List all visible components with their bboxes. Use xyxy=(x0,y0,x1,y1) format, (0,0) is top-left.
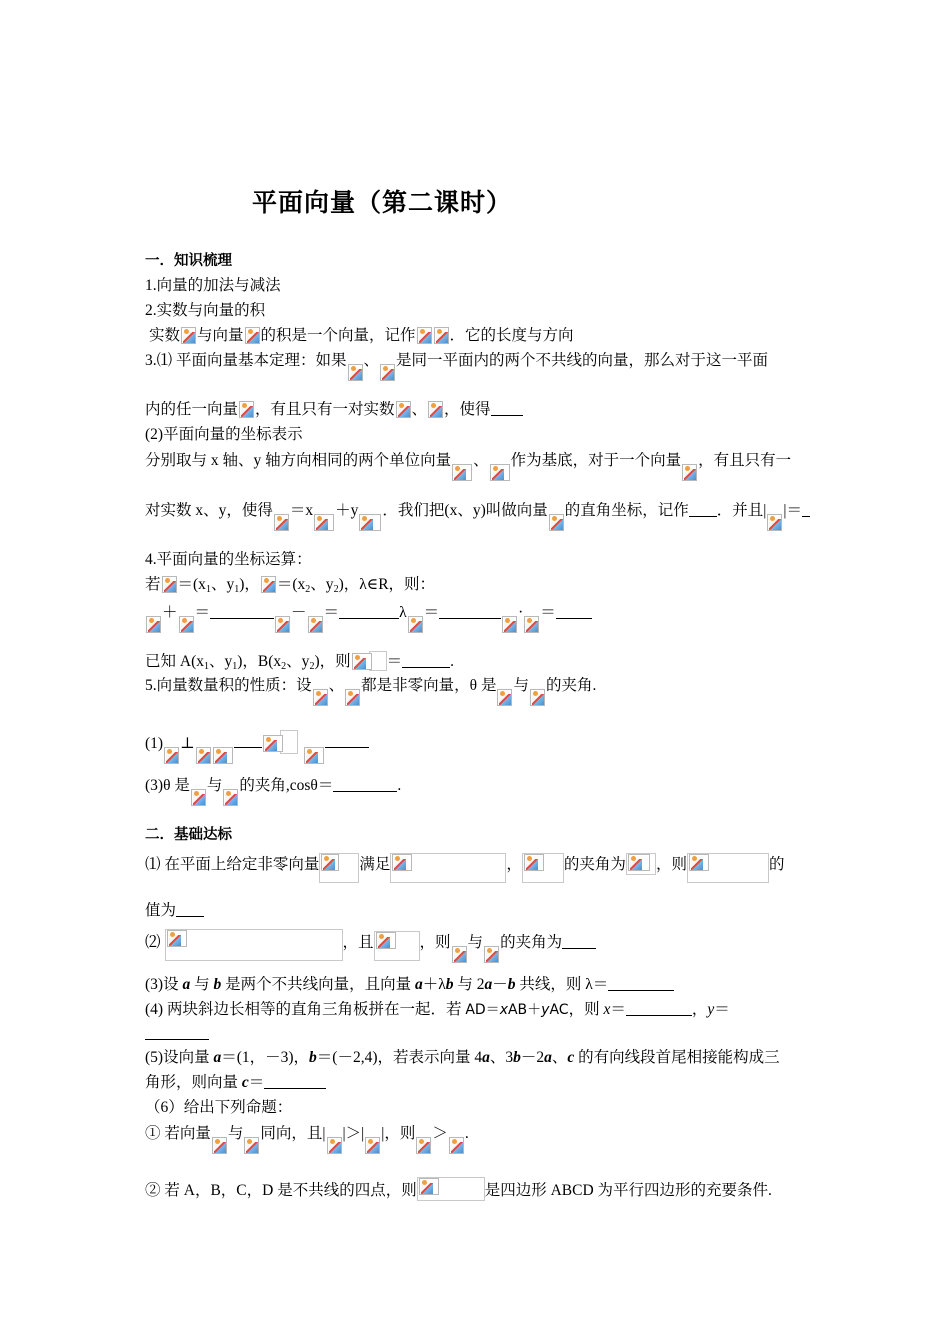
formula-frame xyxy=(319,853,359,883)
section-heading-1: 一．知识梳理 xyxy=(145,253,232,269)
text-line: ＋ ＝ － ＝ λ ＝ · ＝ xyxy=(145,603,592,633)
answer-blank xyxy=(176,916,204,917)
answer-blank xyxy=(264,1088,326,1089)
formula-image xyxy=(213,747,233,764)
formula-image xyxy=(497,689,512,706)
formula-image xyxy=(452,946,467,963)
formula-image xyxy=(167,930,187,947)
formula-image xyxy=(408,616,423,633)
formula-image xyxy=(196,747,211,764)
text-line: (3)θ 是 与 的夹角,cosθ＝ . xyxy=(145,776,401,806)
formula-image xyxy=(376,932,396,949)
formula-image xyxy=(244,1137,259,1154)
formula-image xyxy=(689,854,709,871)
answer-blank xyxy=(333,791,397,792)
formula-image xyxy=(530,689,545,706)
formula-image xyxy=(682,464,697,481)
answer-blank xyxy=(145,1039,209,1040)
formula-image xyxy=(396,401,411,418)
formula-image xyxy=(212,1137,227,1154)
text-line: 已知 $A(x_1$、$y_1$)，$B(x_2$、$y_2$)，则 ＝ . xyxy=(145,653,454,672)
text-line: (4) 两块斜边长相等的直角三角板拼在一起．若 AD＝xAB＋yAC，则 x＝ ，y＝ xyxy=(145,1001,730,1018)
formula-image xyxy=(452,464,472,481)
text-line: (1) ⊥ xyxy=(145,730,369,764)
text-line: ⑵ ，且 ，则 与 的夹角为 xyxy=(145,929,596,963)
formula-image xyxy=(327,1137,342,1154)
formula-frame xyxy=(390,853,506,883)
formula-image xyxy=(348,364,363,381)
text-line: 1.向量的加法与减法 xyxy=(145,277,281,294)
formula-image xyxy=(767,514,782,531)
answer-blank xyxy=(626,1015,692,1016)
text-line: 3.⑴ 平面向量基本定理：如果 、 是同一平面内的两个不共线的向量，那么对于这一平面 xyxy=(145,351,768,381)
answer-blank xyxy=(325,747,369,748)
text-line: 4.平面向量的坐标运算： xyxy=(145,551,312,568)
text-line: (2)平面向量的坐标表示 xyxy=(145,426,303,443)
answer-blank xyxy=(402,667,450,668)
formula-frame xyxy=(165,929,343,961)
formula-image xyxy=(239,401,254,418)
formula-image xyxy=(181,327,196,344)
formula-image xyxy=(179,616,194,633)
answer-blank xyxy=(608,990,674,991)
formula-image xyxy=(304,747,324,764)
formula-frame xyxy=(522,853,564,883)
formula-image xyxy=(434,327,449,344)
formula-image xyxy=(191,789,206,806)
formula-image xyxy=(416,1137,431,1154)
formula-image xyxy=(549,514,564,531)
answer-blank xyxy=(556,618,592,619)
text-line: (3)设 a 与 b 是两个不共线向量，且向量 a＋λb 与 2a－b 共线，则 λ＝ xyxy=(145,975,674,995)
text-line: 实数 与向量 的积是一个向量，记作 ．它的长度与方向 xyxy=(149,327,574,344)
formula-image xyxy=(261,576,276,593)
text-line: 值为 xyxy=(145,901,204,921)
formula-image xyxy=(524,616,539,633)
formula-image xyxy=(275,616,290,633)
text-line: (5)设向量 a＝(1，－3)，b＝(－2,4)，若表示向量 4a、3b－2a、c 的有向线段首尾相接能构成三 xyxy=(145,1049,780,1066)
formula-image xyxy=(417,327,432,344)
formula-image xyxy=(449,1137,464,1154)
formula-image xyxy=(321,854,339,871)
formula-image xyxy=(490,464,510,481)
formula-image xyxy=(484,946,499,963)
formula-image xyxy=(245,327,260,344)
formula-image xyxy=(352,653,372,670)
formula-frame xyxy=(417,1177,485,1201)
formula-image xyxy=(263,735,283,752)
text-line: （6）给出下列命题： xyxy=(145,1099,293,1116)
answer-blank xyxy=(562,948,596,949)
text-line: 内的任一向量 ，有且只有一对实数 、 ，使得 xyxy=(145,400,523,420)
text-line: ② 若 A，B，C，D 是不共线的四点，则 是四边形 ABCD 为平行四边形的充要条件. xyxy=(145,1177,772,1201)
formula-image xyxy=(146,616,161,633)
text-line: ① 若向量 与 同向，且| |＞| |，则 ＞ . xyxy=(145,1124,469,1154)
text-line: 若 $=(x_1$、$y_1$)， $=(x_2$、$y_2$)，λ∈R，则： xyxy=(145,576,436,595)
formula-image xyxy=(162,576,177,593)
formula-image xyxy=(274,514,289,531)
section-heading-2: 二．基础达标 xyxy=(145,827,232,843)
formula-frame xyxy=(687,853,769,883)
formula-image xyxy=(428,401,443,418)
text-line: ⑴ 在平面上给定非零向量 满足 ， 的夹角为 ，则 的 xyxy=(145,853,784,883)
answer-blank xyxy=(234,747,262,748)
answer-blank xyxy=(491,415,523,416)
formula-image xyxy=(524,854,544,871)
text-line: 2.实数与向量的积 xyxy=(145,302,266,319)
formula-frame xyxy=(374,931,420,961)
formula-image xyxy=(502,616,517,633)
answer-blank xyxy=(210,618,274,619)
formula-image xyxy=(365,1137,380,1154)
text-line: 5.向量数量积的性质：设 、 都是非零向量，θ 是 与 的夹角. xyxy=(145,676,596,706)
formula-image xyxy=(628,854,650,871)
formula-image xyxy=(345,689,360,706)
formula-image xyxy=(419,1178,439,1195)
text-line xyxy=(145,1024,209,1044)
formula-image xyxy=(164,747,179,764)
formula-image xyxy=(380,364,395,381)
text-line: 角形，则向量 c＝ xyxy=(145,1073,326,1093)
formula-image xyxy=(392,854,412,871)
page-title: 平面向量（第二课时） xyxy=(252,188,513,217)
answer-blank xyxy=(339,618,399,619)
formula-image xyxy=(359,514,381,531)
text-line: 分别取与 x 轴、y 轴方向相同的两个单位向量 、 作为基底，对于一个向量 ，有且只有一 xyxy=(145,451,791,481)
formula-image xyxy=(223,789,238,806)
formula-image xyxy=(313,689,328,706)
formula-frame xyxy=(626,853,656,875)
text-line: 对实数 x、y，使得 ＝x ＋y ．我们把(x、y)叫做向量 的直角坐标，记作 ．并且| |＝ xyxy=(145,501,810,531)
formula-image xyxy=(314,514,334,531)
formula-image xyxy=(308,616,323,633)
answer-blank xyxy=(802,516,810,517)
answer-blank xyxy=(689,516,717,517)
answer-blank xyxy=(439,618,501,619)
